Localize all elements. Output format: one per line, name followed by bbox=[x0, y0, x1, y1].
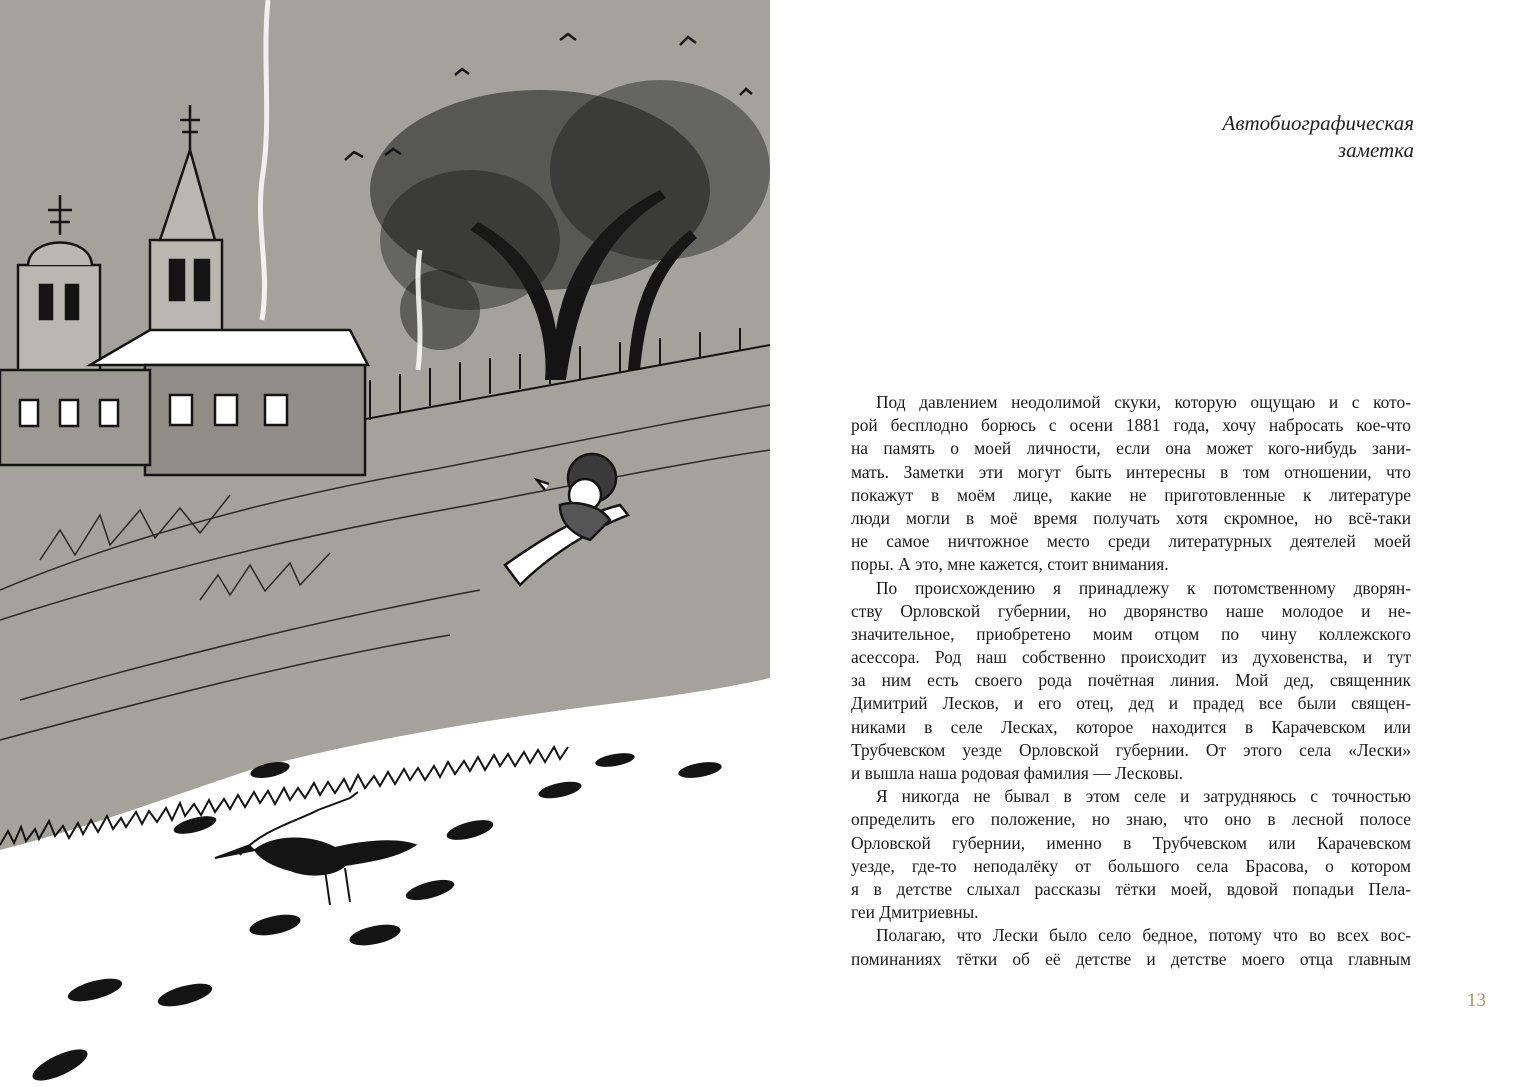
text-line: асессора. Род наш собственно происходит из духовенства, и тут bbox=[851, 647, 1411, 668]
text-line: Трубчевском уезде Орловской губернии. От этого села «Лески» bbox=[851, 739, 1411, 760]
body-text bbox=[851, 391, 1411, 971]
text-line: ству Орловской губернии, но дворянство наше молодое и не- bbox=[851, 600, 1411, 621]
text-line: уезде, где-то неподалёку от большого села Брасова, о котором bbox=[851, 855, 1411, 876]
text-line: на память о моей личности, если она может кого-нибудь зани- bbox=[851, 438, 1411, 459]
text-line: покажут в моём лице, какие не приготовленные к литературе bbox=[851, 484, 1411, 505]
text-line: Полагаю, что Лески было село бедное, потому что во всех вос- bbox=[876, 925, 1411, 946]
text-line: Я никогда не бывал в этом селе и затрудняюсь с точностью bbox=[876, 786, 1411, 807]
text-line: По происхождению я принадлежу к потомственному дворян- bbox=[876, 577, 1411, 598]
text-line: определить его положение, но знаю, что оно в лесной полосе bbox=[851, 809, 1411, 830]
text-line: не самое ничтожное место среди литературных деятелей моей bbox=[851, 531, 1411, 552]
text-line: Орловской губернии, именно в Трубчевском или Карачевском bbox=[851, 832, 1411, 853]
text-page bbox=[770, 0, 1539, 1087]
chapter-title-line: Автобиографическая bbox=[1222, 111, 1414, 135]
text-line: значительное, приобретено моим отцом по чину коллежского bbox=[851, 623, 1411, 644]
text-line: геи Дмитриевны. bbox=[851, 902, 979, 923]
chapter-title-line: заметка bbox=[1337, 138, 1414, 162]
text-line: никами в селе Лесках, которое находится в Карачевском или bbox=[851, 716, 1411, 737]
text-line: Под давлением неодолимой скуки, которую ощущаю и с кото- bbox=[876, 392, 1411, 412]
text-line: Димитрий Лесков, и его отец, дед и прадед все были священ- bbox=[851, 693, 1411, 714]
chapter-title bbox=[1223, 110, 1414, 164]
text-line: поры. А это, мне кажется, стоит внимания. bbox=[851, 554, 1169, 575]
text-line: мать. Заметки эти могут быть интересны в том отношении, что bbox=[851, 461, 1411, 482]
text-line: поминаниях тётки об её детстве и детстве моего отца главным bbox=[851, 948, 1411, 969]
page-number: 13 bbox=[1467, 990, 1486, 1011]
text-line: рой бесплодно борюсь с осени 1881 года, хочу набросать кое-что bbox=[851, 415, 1411, 436]
text-line: люди могли в моё время получать хотя скромное, но всё-таки bbox=[851, 507, 1411, 528]
text-line: я в детстве слыхал рассказы тётки моей, вдовой попадьи Пела- bbox=[851, 878, 1411, 899]
text-line: и вышла наша родовая фамилия — Лесковы. bbox=[851, 763, 1184, 783]
text-line: за ним есть своего рода почётная линия. Мой дед, священник bbox=[851, 670, 1411, 691]
